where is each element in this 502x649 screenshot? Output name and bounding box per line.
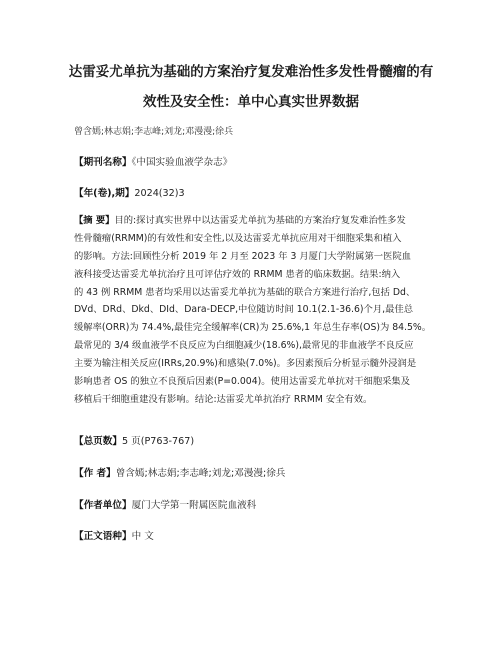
abstract-line: 的影响。方法:回顾性分析 2019 年 2 月至 2023 年 3 月厦门大学附属第一医院血 [74, 250, 411, 262]
author-list: 曾含嫣;林志娟;李志峰;刘龙;邓漫漫;徐兵 [74, 127, 234, 137]
year-issue-label: 【年(卷),期】 [74, 188, 135, 199]
abstract-block [74, 212, 434, 409]
total-pages-label: 【总页数】 [74, 436, 122, 447]
affiliation-label: 【作者单位】 [74, 500, 132, 511]
abstract-line: 移植后干细胞重建没有影响。结论:达雷妥尤单抗治疗 RRMM 安全有效。 [74, 393, 373, 405]
language-label: 【正文语种】 [74, 531, 132, 542]
abstract-line: 的 43 例 RRMM 患者均采用以达雷妥尤单抗为基础的联合方案进行治疗,包括 Dd、 [74, 286, 416, 298]
year-issue-field [74, 185, 185, 199]
affiliation-field [74, 497, 256, 511]
abstract-line: 缓解率(ORR)为 74.4%,最佳完全缓解率(CR)为 25.6%,1 年总生存率(OS)为 84.5%。 [74, 322, 432, 334]
author-field [74, 465, 285, 479]
abstract-line: 最常见的 3/4 级血液学不良反应为白细胞减少(18.6%),最常见的非血液学不良反应 [74, 340, 414, 352]
journal-value: 《中国实验血液学杂志》 [131, 157, 233, 168]
total-pages-value: 5 页(P763-767) [121, 436, 195, 447]
abstract-first-line [74, 212, 434, 230]
abstract-line: DVd、DRd、Dkd、DId、Dara-DECP,中位随访时间 10.1(2.1-36.6)个月,最佳总 [74, 304, 413, 316]
abstract-line: 影响患者 OS 的独立不良预后因素(P=0.004)。使用达雷妥尤单抗对干细胞采集及 [74, 376, 411, 388]
year-issue-value: 2024(32)3 [134, 188, 185, 199]
abstract-text: 目的:探讨真实世界中以达雷妥尤单抗为基础的方案治疗复发难治性多发 [114, 215, 406, 226]
journal-field [74, 154, 232, 168]
journal-label: 【期刊名称】 [74, 157, 132, 168]
affiliation-value: 厦门大学第一附属医院血液科 [131, 500, 257, 511]
language-value: 中 文 [131, 531, 154, 542]
title-line: 达雷妥尤单抗为基础的方案治疗复发难治性多发性骨髓瘤的有 [68, 64, 434, 80]
article-title [40, 57, 462, 117]
total-pages-field [74, 433, 194, 447]
abstract-line: 主要为输注相关反应(IRRs,20.9%)和感染(7.0%)。多因素预后分析显示髓外浸润是 [74, 358, 417, 370]
abstract-line: 性骨髓瘤(RRMM)的有效性和安全性,以及达雷妥尤单抗应用对干细胞采集和植入 [74, 232, 402, 244]
author-field-value: 曾含嫣;林志娟;李志峰;刘龙;邓漫漫;徐兵 [115, 468, 286, 479]
author-field-label: 【作 者】 [74, 468, 116, 479]
abstract-line: 液科接受达雷妥尤单抗治疗且可评估疗效的 RRMM 患者的临床数据。结果:纳入 [74, 268, 401, 280]
language-field [74, 528, 154, 542]
title-line: 效性及安全性：单中心真实世界数据 [143, 94, 359, 110]
abstract-label: 【摘 要】 [74, 215, 115, 226]
